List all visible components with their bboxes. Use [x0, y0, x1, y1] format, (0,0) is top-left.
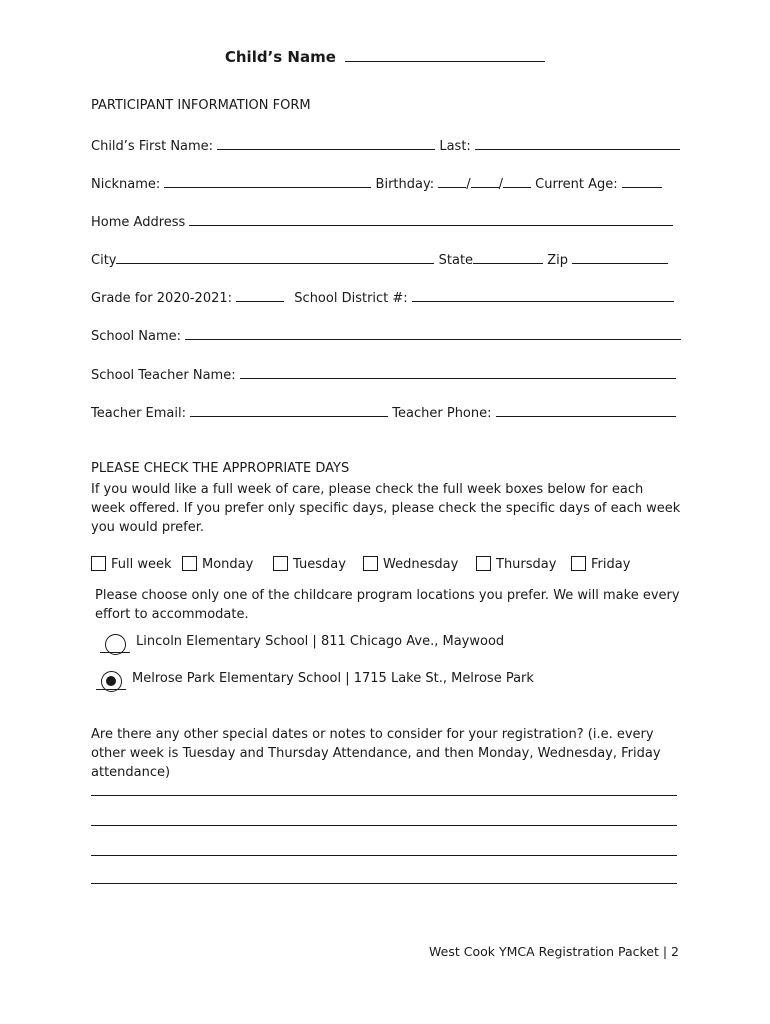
school-name-label: School Name:	[91, 329, 182, 344]
name-row	[91, 137, 680, 155]
state-field[interactable]	[473, 251, 543, 264]
location-option-lincoln[interactable]	[100, 633, 504, 653]
location-instructions: Please choose only one of the childcare program locations you prefer. We will make every effort to accommodate.	[95, 588, 680, 622]
checkbox-label: Wednesday	[383, 557, 459, 572]
location-label: Lincoln Elementary School | 811 Chicago Ave., Maywood	[136, 634, 505, 649]
birthday-separator: /	[498, 177, 504, 192]
nickname-field[interactable]	[164, 175, 371, 188]
zip-field[interactable]	[572, 251, 668, 264]
home-address-field[interactable]	[189, 213, 673, 226]
checkbox-box[interactable]	[91, 556, 106, 571]
checkbox-label: Tuesday	[293, 557, 346, 572]
radio-underline	[96, 671, 126, 690]
first-name-field[interactable]	[217, 137, 435, 150]
grade-label: Grade for 2020-2021:	[91, 291, 233, 306]
current-age-label: Current Age:	[535, 177, 618, 192]
city-label: City	[91, 253, 117, 268]
notes-line-4[interactable]	[91, 883, 677, 884]
checkbox-box[interactable]	[363, 556, 378, 571]
birthday-year-field[interactable]	[503, 175, 531, 188]
page-title	[0, 48, 770, 66]
notes-line-2[interactable]	[91, 825, 677, 826]
checkbox-box[interactable]	[273, 556, 288, 571]
checkbox-full-week[interactable]	[91, 556, 172, 574]
birthday-month-field[interactable]	[438, 175, 466, 188]
teacher-name-field[interactable]	[240, 366, 676, 379]
city-row	[91, 251, 668, 269]
last-name-label: Last:	[439, 139, 471, 154]
location-label: Melrose Park Elementary School | 1715 Lake St., Melrose Park	[132, 671, 534, 686]
section-title: PARTICIPANT INFORMATION FORM	[91, 98, 311, 113]
page-footer: West Cook YMCA Registration Packet | 2	[429, 944, 679, 959]
birthday-separator: /	[466, 177, 471, 192]
grade-row	[91, 289, 674, 307]
childs-name-field[interactable]	[345, 49, 545, 62]
checkbox-monday[interactable]	[182, 556, 253, 574]
teacher-name-row	[91, 366, 676, 384]
zip-label: Zip	[547, 253, 568, 268]
grade-field[interactable]	[236, 289, 284, 302]
home-address-label: Home Address	[91, 215, 186, 230]
address-row	[91, 213, 673, 231]
teacher-email-field[interactable]	[190, 404, 388, 417]
teacher-contact-row	[91, 404, 676, 422]
radio-underline	[100, 634, 130, 653]
radio-button[interactable]	[105, 634, 126, 655]
nickname-label: Nickname:	[91, 177, 161, 192]
checkbox-wednesday[interactable]	[363, 556, 458, 574]
current-age-field[interactable]	[622, 175, 662, 188]
first-name-label: Child’s First Name:	[91, 139, 214, 154]
school-name-row	[91, 327, 681, 345]
checkbox-label: Monday	[202, 557, 254, 572]
days-heading: PLEASE CHECK THE APPROPRIATE DAYS	[91, 461, 350, 476]
city-field[interactable]	[116, 251, 434, 264]
notes-line-1[interactable]	[91, 795, 677, 796]
days-instructions: If you would like a full week of care, please check the full week boxes below for each week offered. If you prefer only specific days, please check the specific days of each week you would prefer.	[91, 482, 681, 535]
checkbox-box[interactable]	[182, 556, 197, 571]
radio-button-selected[interactable]	[101, 671, 122, 692]
birthday-day-field[interactable]	[471, 175, 499, 188]
last-name-field[interactable]	[475, 137, 680, 150]
school-name-field[interactable]	[185, 327, 681, 340]
birthday-label: Birthday:	[375, 177, 435, 192]
checkbox-label: Full week	[111, 557, 172, 572]
radio-dot-icon	[106, 676, 116, 686]
school-district-field[interactable]	[412, 289, 674, 302]
teacher-email-label: Teacher Email:	[91, 406, 187, 421]
teacher-name-label: School Teacher Name:	[91, 368, 236, 383]
childs-name-label: Child’s Name	[224, 48, 336, 66]
checkbox-tuesday[interactable]	[273, 556, 346, 574]
state-label: State	[438, 253, 474, 268]
teacher-phone-label: Teacher Phone:	[392, 406, 492, 421]
teacher-phone-field[interactable]	[496, 404, 676, 417]
checkbox-label: Friday	[591, 557, 631, 572]
notes-line-3[interactable]	[91, 855, 677, 856]
checkbox-box[interactable]	[571, 556, 586, 571]
checkbox-box[interactable]	[476, 556, 491, 571]
location-option-melrose[interactable]	[96, 670, 534, 690]
nickname-row	[91, 175, 662, 193]
checkbox-label: Thursday	[496, 557, 557, 572]
school-district-label: School District #:	[294, 291, 408, 306]
notes-question: Are there any other special dates or notes to consider for your registration? (i.e. every other week is Tuesday and Thursday Attendance, and then Monday, Wednesday, Friday attendance)	[91, 727, 661, 780]
checkbox-thursday[interactable]	[476, 556, 556, 574]
checkbox-friday[interactable]	[571, 556, 630, 574]
